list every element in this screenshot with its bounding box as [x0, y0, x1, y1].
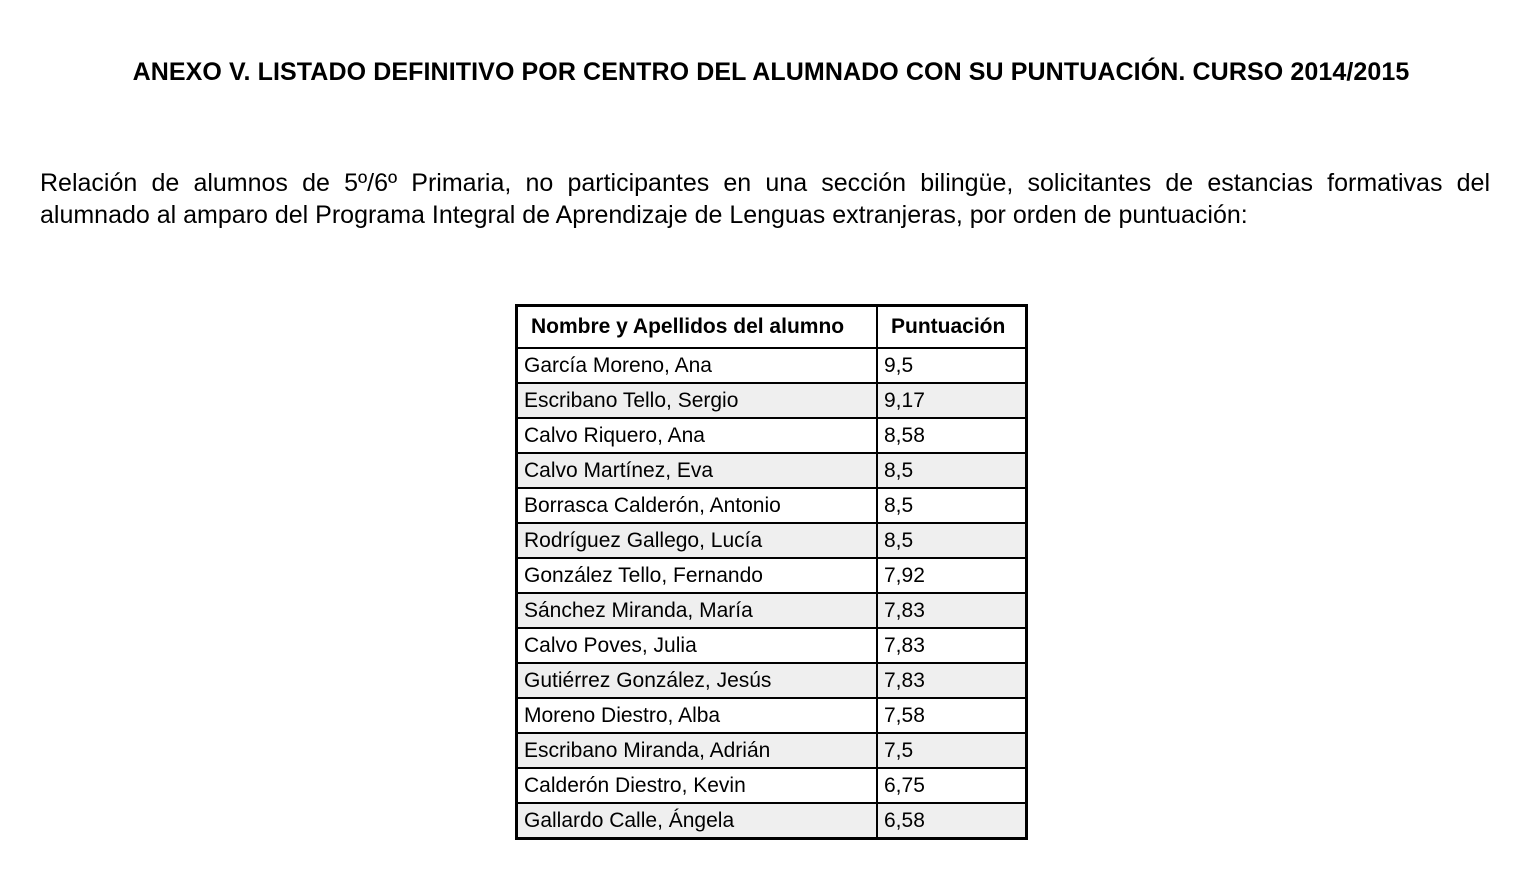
table-row — [517, 383, 1027, 418]
table-row — [517, 488, 1027, 523]
table-row — [517, 628, 1027, 663]
table-row — [517, 698, 1027, 733]
student-score: 7,5 — [877, 733, 1027, 768]
student-name: Sánchez Miranda, María — [517, 593, 878, 628]
student-name: Gutiérrez González, Jesús — [517, 663, 878, 698]
student-score: 7,92 — [877, 558, 1027, 593]
table-row — [517, 558, 1027, 593]
student-name: Borrasca Calderón, Antonio — [517, 488, 878, 523]
student-name: Gallardo Calle, Ángela — [517, 803, 878, 839]
header-row — [517, 306, 1027, 349]
student-name: González Tello, Fernando — [517, 558, 878, 593]
student-name: Moreno Diestro, Alba — [517, 698, 878, 733]
student-name: Rodríguez Gallego, Lucía — [517, 523, 878, 558]
header-score: Puntuación — [877, 306, 1027, 349]
document-title: ANEXO V. LISTADO DEFINITIVO POR CENTRO DEL ALUMNADO CON SU PUNTUACIÓN. CURSO 2014/2015 — [132, 58, 1410, 86]
table-row — [517, 348, 1027, 383]
table-row — [517, 733, 1027, 768]
student-score: 7,83 — [877, 593, 1027, 628]
table-row — [517, 418, 1027, 453]
student-score: 7,83 — [877, 628, 1027, 663]
student-name: García Moreno, Ana — [517, 348, 878, 383]
student-score: 7,58 — [877, 698, 1027, 733]
table-body — [517, 348, 1027, 839]
student-score: 7,83 — [877, 663, 1027, 698]
table-row — [517, 593, 1027, 628]
student-score: 6,75 — [877, 768, 1027, 803]
student-name: Calderón Diestro, Kevin — [517, 768, 878, 803]
scores-table — [515, 304, 1028, 840]
student-score: 8,5 — [877, 523, 1027, 558]
student-name: Calvo Riquero, Ana — [517, 418, 878, 453]
student-score: 6,58 — [877, 803, 1027, 839]
student-name: Calvo Martínez, Eva — [517, 453, 878, 488]
student-score: 9,5 — [877, 348, 1027, 383]
student-score: 8,58 — [877, 418, 1027, 453]
table-row — [517, 523, 1027, 558]
table-row — [517, 453, 1027, 488]
student-score: 8,5 — [877, 453, 1027, 488]
header-name: Nombre y Apellidos del alumno — [517, 306, 878, 349]
intro-paragraph: Relación de alumnos de 5º/6º Primaria, no participantes en una sección bilingüe, solicitantes de estancias formativas del alumnado al amparo del Programa Integral de Aprendizaje de Lenguas extranjeras, por orden de puntuación: — [40, 169, 1490, 229]
table-row — [517, 768, 1027, 803]
table-row — [517, 663, 1027, 698]
student-name: Calvo Poves, Julia — [517, 628, 878, 663]
table-header — [517, 306, 1027, 349]
student-score: 8,5 — [877, 488, 1027, 523]
table-row — [517, 803, 1027, 839]
student-name: Escribano Miranda, Adrián — [517, 733, 878, 768]
student-name: Escribano Tello, Sergio — [517, 383, 878, 418]
student-score: 9,17 — [877, 383, 1027, 418]
